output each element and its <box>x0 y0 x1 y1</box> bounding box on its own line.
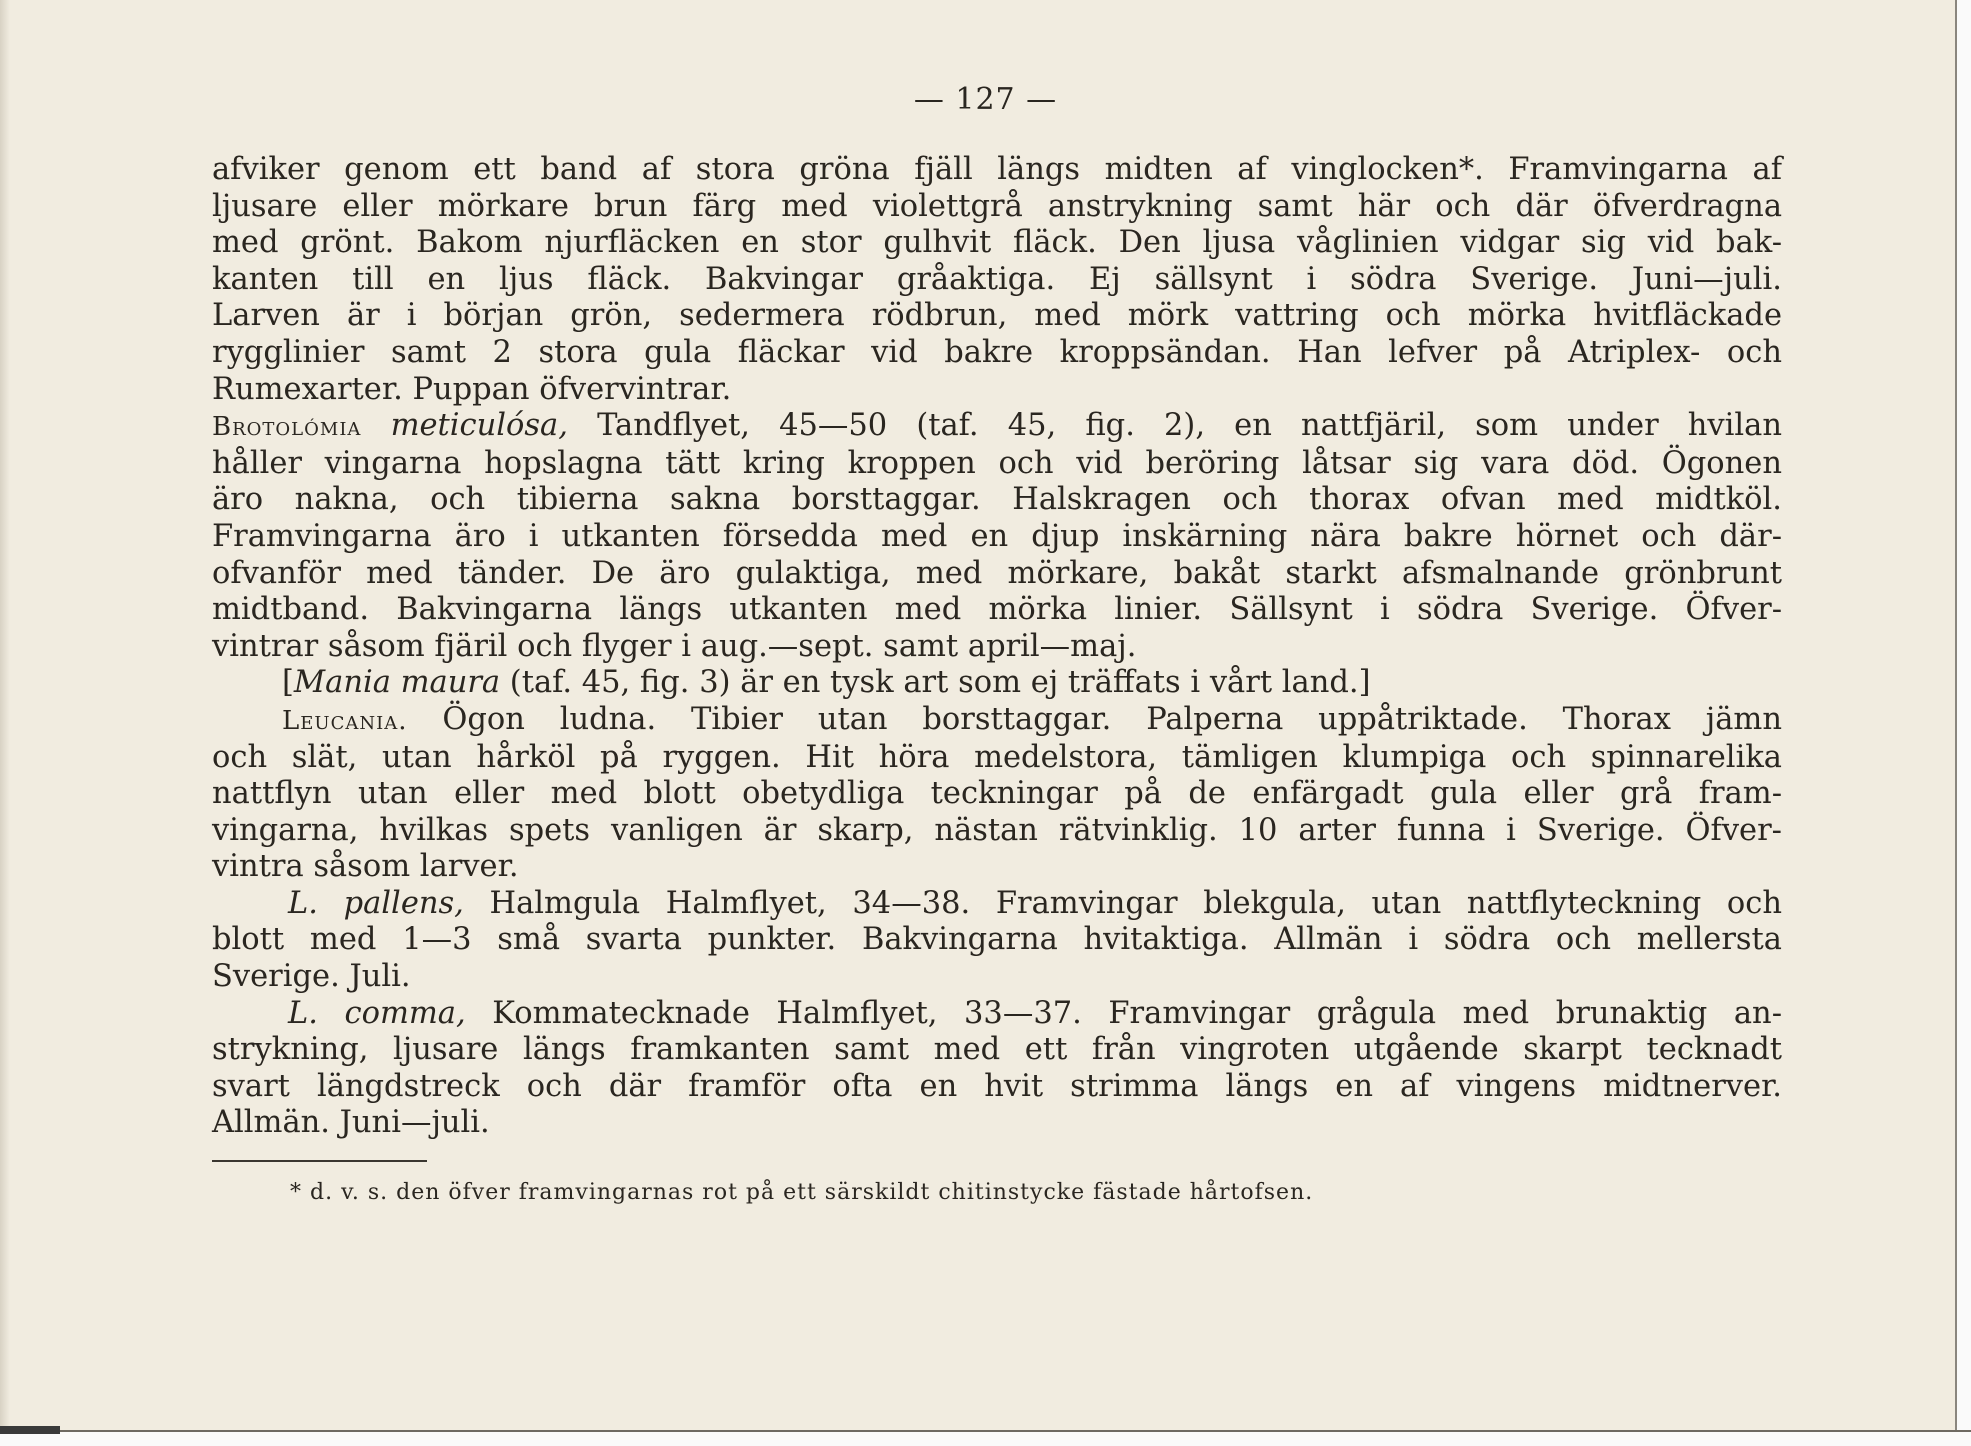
footnote-rule <box>212 1160 427 1162</box>
text-line: ofvanför med tänder. De äro gulaktiga, med mörkare, bakåt starkt afsmalnande grönbrunt <box>212 555 1782 591</box>
text-line: ljusare eller mörkare brun färg med violettgrå anstrykning samt här och där öfverdragna <box>212 188 1782 224</box>
text-line: nattflyn utan eller med blott obetydliga teckningar på de enfärgadt gula eller grå fram- <box>212 776 1782 812</box>
text-line: Larven är i början grön, sedermera rödbrun, med mörk vattring och mörka hvitfläckade <box>212 298 1782 334</box>
text-line: vingarna, hvilkas spets vanligen är skarp, nästan rätvinklig. 10 arter funna i Sverige. Öfver- <box>212 812 1782 848</box>
text-line: rygglinier samt 2 stora gula fläckar vid bakre kroppsändan. Han lefver på Atriplex- och <box>212 334 1782 370</box>
entry-first-line <box>212 665 1782 702</box>
scan-edge-left <box>0 0 10 1446</box>
text-line: kanten till en ljus fläck. Bakvingar gråaktiga. Ej sällsynt i södra Sverige. Juni—juli. <box>212 261 1782 297</box>
text-line: Sverige. Juli. <box>212 959 411 995</box>
text-line: Framvingarna äro i utkanten försedda med en djup inskärning nära bakre hörnet och där- <box>212 518 1782 554</box>
text-line: vintra såsom larver. <box>212 849 519 885</box>
text-line: afviker genom ett band af stora gröna fjäll längs midten af vinglocken*. Framvingarna af <box>212 152 1782 187</box>
entry-text: Tandflyet, 45—50 (taf. 45, fig. 2), en nattfjäril, som under hvilan <box>567 408 1782 444</box>
text-line: strykning, ljusare längs framkanten samt med ett från vingroten utgående skarpt tecknadt <box>212 1032 1782 1068</box>
page-number: — 127 — <box>913 82 1058 117</box>
entry-text: Ögon ludna. Tibier utan borsttaggar. Palperna uppåtriktade. Thorax jämn <box>407 701 1782 737</box>
entry-text: Halmgula Halmflyet, 34—38. Framvingar blekgula, utan nattflyteckning och <box>463 885 1782 921</box>
entry-first-line <box>212 996 1782 1033</box>
entry-first-line <box>212 702 1782 740</box>
species-name: L. pallens, <box>288 885 464 921</box>
scan-edge-bottom <box>0 1430 1971 1446</box>
entry-text: Kommatecknade Halmflyet, 33—37. Framvingar grågula med brunaktig an- <box>465 995 1783 1031</box>
paragraph-brotolomia <box>212 408 1782 665</box>
text-line: och slät, utan hårköl på ryggen. Hit höra medelstora, tämligen klumpiga och spinnarelika <box>212 739 1782 775</box>
genus-name: Brotolómia <box>212 412 362 443</box>
footnote: * d. v. s. den öfver framvingarnas rot på ett särskildt chitinstycke fästade hårtofsen. <box>290 1180 1314 1205</box>
species-name: L. comma, <box>288 995 466 1031</box>
paragraph-mania-maura <box>212 665 1782 702</box>
entry-text: (taf. 45, fig. 3) är en tysk art som ej träffats i vårt land.] <box>500 665 1371 701</box>
species-name: meticulósa, <box>390 408 568 444</box>
text-line: svart längdstreck och där framför ofta en hvit strimma längs en af vingens midtnerver. <box>212 1068 1782 1104</box>
text-line: midtband. Bakvingarna längs utkanten med mörka linier. Sällsynt i södra Sverige. Öfver- <box>212 592 1782 628</box>
paragraph-l-comma <box>212 996 1782 1142</box>
paragraph-l-pallens <box>212 886 1782 996</box>
text-line: med grönt. Bakom njurfläcken en stor gulhvit fläck. Den ljusa våglinien vidgar sig vid bak- <box>212 225 1782 261</box>
species-name: Mania maura <box>293 665 501 701</box>
scan-corner-mark <box>0 1426 60 1434</box>
text-line: blott med 1—3 små svarta punkter. Bakvingarna hvitaktiga. Allmän i södra och mellersta <box>212 922 1782 958</box>
entry-first-line <box>212 886 1782 923</box>
paragraph-continuation <box>212 152 1782 408</box>
text-line: håller vingarna hopslagna tätt kring kroppen och vid beröring låtsar sig vara död. Ögonen <box>212 445 1782 481</box>
genus-name: Leucania. <box>282 705 408 736</box>
body-text <box>212 152 1782 1142</box>
text-line: äro nakna, och tibierna sakna borsttaggar. Halskragen och thorax ofvan med midtköl. <box>212 482 1782 518</box>
paragraph-leucania <box>212 702 1782 886</box>
text-line: vintrar såsom fjäril och flyger i aug.—sept. samt april—maj. <box>212 628 1137 664</box>
text-line: Rumexarter. Puppan öfvervintrar. <box>212 371 732 407</box>
scan-edge-right <box>1955 0 1971 1446</box>
entry-first-line <box>212 408 1782 446</box>
text-line: Allmän. Juni—juli. <box>212 1105 490 1141</box>
bracket-open: [ <box>282 665 294 701</box>
